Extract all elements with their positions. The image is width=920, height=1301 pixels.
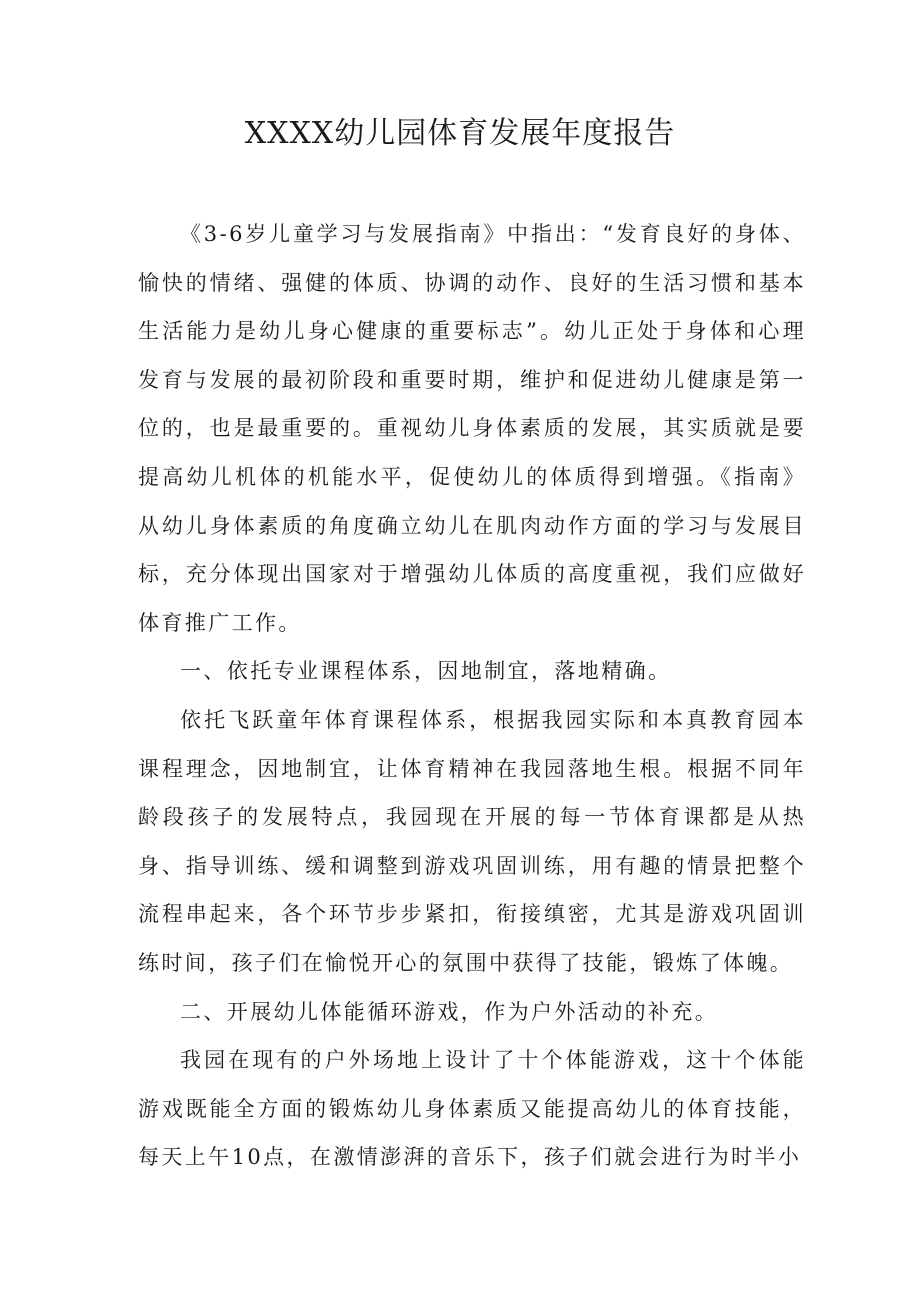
- section-heading-2: 二、开展幼儿体能循环游戏，作为户外活动的补充。: [180, 999, 719, 1024]
- section-heading-1: 一、依托专业课程体系，因地制宜，落地精确。: [180, 659, 672, 684]
- section-2-paragraph: 我园在现有的户外场地上设计了十个体能游戏，这十个体能游戏既能全方面的锻炼幼儿身体素质又能提高幼儿的体育技能，每天上午10点，在激情澎湃的音乐下，孩子们就会进行为时半小: [138, 1048, 806, 1170]
- section-1-paragraph: 依托飞跃童年体育课程体系，根据我园实际和本真教育园本课程理念，因地制宜，让体育精神在我园落地生根。根据不同年龄段孩子的发展特点，我园现在开展的每一节体育课都是从热身、指导训练、缓和调整到游戏巩固训练，用有趣的情景把整个流程串起来，各个环节步步紧扣，衔接缜密，尤其是游戏巩固训练时间，孩子们在愉悦开心的氛围中获得了技能，锻炼了体魄。: [138, 707, 806, 975]
- document-title: XXXX幼儿园体育发展年度报告: [244, 116, 676, 151]
- document-body: [138, 210, 806, 1182]
- intro-paragraph: 《3-6岁儿童学习与发展指南》中指出：“发育良好的身体、愉快的情绪、强健的体质、协调的动作、良好的生活习惯和基本生活能力是幼儿身心健康的重要标志”。幼儿正处于身体和心理发育与发展的最初阶段和重要时期，维护和促进幼儿健康是第一位的，也是最重要的。重视幼儿身体素质的发展，其实质就是要提高幼儿机体的机能水平，促使幼儿的体质得到增强。《指南》从幼儿身体素质的角度确立幼儿在肌肉动作方面的学习与发展目标，充分体现出国家对于增强幼儿体质的高度重视，我们应做好体育推广工作。: [138, 222, 806, 635]
